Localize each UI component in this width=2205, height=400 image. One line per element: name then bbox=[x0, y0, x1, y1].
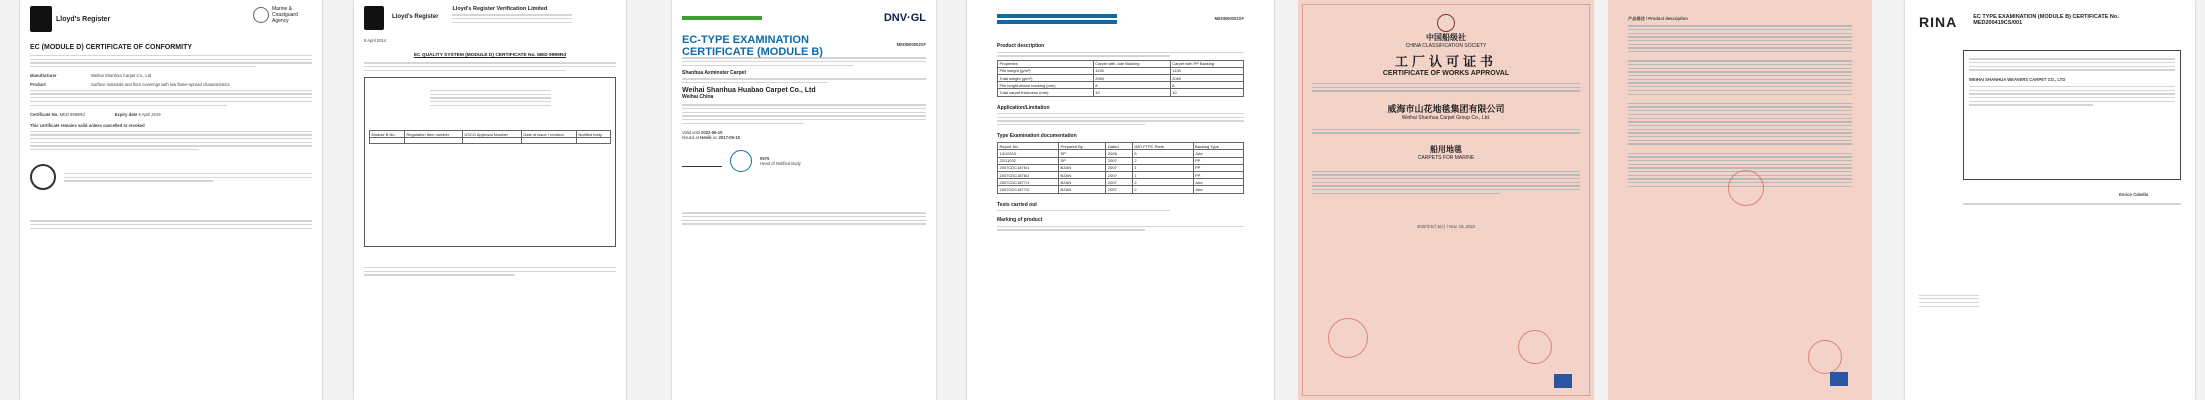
annex-heading: 产品描述 / Product description bbox=[1628, 16, 1688, 21]
field-label: Product bbox=[30, 81, 46, 87]
field-value: 8 April 2019 bbox=[138, 111, 161, 117]
rina-logo: RINA bbox=[1919, 14, 1958, 30]
red-stamp-icon bbox=[1808, 340, 1842, 374]
notified-body-number: 0575 bbox=[760, 156, 770, 162]
field-value: MED 9999Rd bbox=[59, 111, 85, 117]
signature-icon bbox=[682, 155, 722, 167]
table-header: Report No. bbox=[998, 143, 1059, 150]
ccs-badge-icon bbox=[1830, 372, 1848, 386]
dnv-seal-icon bbox=[730, 150, 752, 172]
issue-date: 8 April 2014 bbox=[364, 38, 387, 43]
table-header: Backing Type bbox=[1193, 143, 1243, 150]
approval-date: 2022年5月15日 / Nov. 19, 2022 bbox=[1416, 224, 1476, 230]
org-en: CHINA CLASSIFICATION SOCIETY bbox=[1405, 43, 1487, 49]
ce-mark-icon bbox=[30, 164, 56, 190]
company-name: WEIHAI SHANHUA WEAVERS CARPET CO., LTD bbox=[1969, 76, 2066, 82]
table-row: Pile height above backing (mm) 8 8 bbox=[998, 82, 1244, 89]
red-stamp-icon bbox=[1728, 170, 1764, 206]
crest-icon bbox=[253, 7, 269, 23]
inner-certificate bbox=[364, 77, 616, 247]
page-title: EC (MODULE D) CERTIFICATE OF CONFORMITY bbox=[30, 44, 193, 51]
section-heading: Type Examination documentation bbox=[997, 133, 1077, 140]
lloyds-logo-icon bbox=[30, 6, 52, 32]
red-stamp-icon bbox=[1518, 330, 1552, 364]
section-heading: Tests carried out bbox=[997, 201, 1037, 208]
table-row: Total carpet thickness (mm) 10 10 bbox=[998, 89, 1244, 96]
table-row: 2007CDC1876/1 BZAN 2007 1 PP bbox=[998, 164, 1244, 171]
red-stamp-icon bbox=[1328, 318, 1368, 358]
table-row: Pile weight (g/m²) 1130 1130 bbox=[998, 67, 1244, 74]
company-country: Weihai China bbox=[682, 94, 714, 101]
approval-table bbox=[369, 130, 611, 144]
table-row: 2007CDC1877/2 BZAN 2007 2 Jute bbox=[998, 186, 1244, 193]
page-lloyds-module-d bbox=[20, 0, 322, 400]
table-header: Regulation Item number bbox=[405, 130, 463, 137]
page-ccs-annex bbox=[1608, 0, 1872, 400]
rina-frame bbox=[1963, 50, 2181, 180]
product-name: Shanhua Axminster Carpet bbox=[682, 69, 746, 76]
table-row: Total weight (g/m²) 2060 2060 bbox=[998, 74, 1244, 81]
field-label: Expiry date bbox=[114, 111, 138, 117]
signatory-role: Head of Notified Body bbox=[760, 161, 801, 167]
table-header: Carpet with Jute Backing bbox=[1093, 60, 1170, 67]
page-lloyds-quality-system bbox=[354, 0, 626, 400]
section-heading: Application/Limitation bbox=[997, 104, 1050, 111]
table-row: 22/11032 SP 2007 2 PP bbox=[998, 157, 1244, 164]
reports-table bbox=[997, 142, 1244, 193]
table-header: Date of issue / revision bbox=[521, 130, 576, 137]
page-title: EC QUALITY SYSTEM (MODULE D) CERTIFICATE No. MED 9999Rd bbox=[413, 53, 567, 59]
title-line-1: EC-TYPE EXAMINATION bbox=[682, 34, 809, 46]
product-en: CARPETS FOR MARINE bbox=[1417, 154, 1475, 161]
dnv-stripe bbox=[682, 16, 762, 20]
company-name: Weihai Shanhua Huabao Carpet Co., Ltd bbox=[682, 87, 816, 95]
field-value: Weihai Shanhua Carpet Co., Ltd bbox=[91, 73, 152, 79]
field-label: Certificate No. bbox=[30, 111, 59, 117]
table-row: 2007CDC1877/1 BZAN 2007 2 Jute bbox=[998, 179, 1244, 186]
table-header: Properties bbox=[998, 60, 1094, 67]
table-row: 14/10010 SP 2006 5 Jute bbox=[998, 150, 1244, 157]
table-header: Notified body bbox=[577, 130, 611, 137]
company-cn: 威海市山花地毯集团有限公司 bbox=[1387, 103, 1505, 114]
section-heading: Product description bbox=[997, 43, 1045, 50]
page-title: EC TYPE EXAMINATION (MODULE B) CERTIFICATE No. MED200419CS/001 bbox=[1973, 14, 2119, 26]
properties-table bbox=[997, 60, 1244, 97]
mca-brand: Marine & Coastguard Agency bbox=[272, 6, 298, 24]
table-row: 2007CDC1876/2 BZAN 2007 1 PP bbox=[998, 172, 1244, 179]
dnv-logo: DNV·GL bbox=[883, 12, 926, 24]
section-heading: Marking of product bbox=[997, 217, 1043, 224]
lloyds-brand: Lloyd's Register bbox=[56, 15, 111, 23]
page-rina-certificate bbox=[1905, 0, 2195, 400]
signatory-name: Enrico Cabella bbox=[2119, 192, 2149, 197]
table-header: Carpet with PP Backing bbox=[1170, 60, 1243, 67]
table-header: USCG Approval Number bbox=[462, 130, 521, 137]
title-cn: 工厂认可证书 bbox=[1394, 54, 1497, 69]
field-label: Manufacturer bbox=[30, 73, 57, 79]
company-en: Weihai Shanhua Carpet Group Co., Ltd. bbox=[1401, 114, 1491, 121]
page-dnv-product-description bbox=[967, 0, 1274, 400]
valid-until: 2022-06-15 bbox=[701, 129, 723, 135]
verification-header: Lloyd's Register Verification Limited bbox=[452, 6, 548, 12]
field-value: Surface materials and floor coverings with low flame-spread characteristics bbox=[91, 81, 230, 87]
issued-on: 2017-06-15 bbox=[718, 135, 740, 141]
product-cn: 船用地毯 bbox=[1430, 144, 1462, 154]
table-header: Prepared By bbox=[1059, 143, 1106, 150]
page-dnv-ec-type: DNV·GL EC-TYPE EXAMINATION CERTIFICATE (MODULE B) MEDB00002XF Shanhua Axminster Carpet Weihai Shanhua Huabao Carpet Co., Ltd Weihai China Valid until 2022-06-15 Issued at Høvik on 2017-06-15 0575 Head of Notified Body bbox=[672, 0, 936, 400]
lloyds-brand: Lloyd's Register bbox=[392, 14, 439, 20]
table-header: Dated bbox=[1106, 143, 1133, 150]
issued-at: Høvik bbox=[700, 135, 712, 141]
org-cn: 中国船级社 bbox=[1426, 33, 1466, 42]
validity-note: This certificate remains valid unless cancelled or revoked bbox=[30, 123, 145, 129]
ccs-badge-icon bbox=[1554, 374, 1572, 388]
title-en: CERTIFICATE OF WORKS APPROVAL bbox=[1382, 70, 1510, 77]
cert-number: MEDB00002XF bbox=[896, 42, 926, 47]
page-ccs-works-approval bbox=[1298, 0, 1594, 400]
cert-number: MEDB00002XF bbox=[1214, 16, 1244, 21]
table-header: IMO FTPC Parts bbox=[1132, 143, 1193, 150]
lloyds-logo-icon bbox=[364, 6, 384, 30]
title-line-2: CERTIFICATE (MODULE B) bbox=[682, 46, 823, 58]
ccs-logo-icon bbox=[1437, 14, 1455, 32]
table-header: Module B No. bbox=[370, 130, 405, 137]
